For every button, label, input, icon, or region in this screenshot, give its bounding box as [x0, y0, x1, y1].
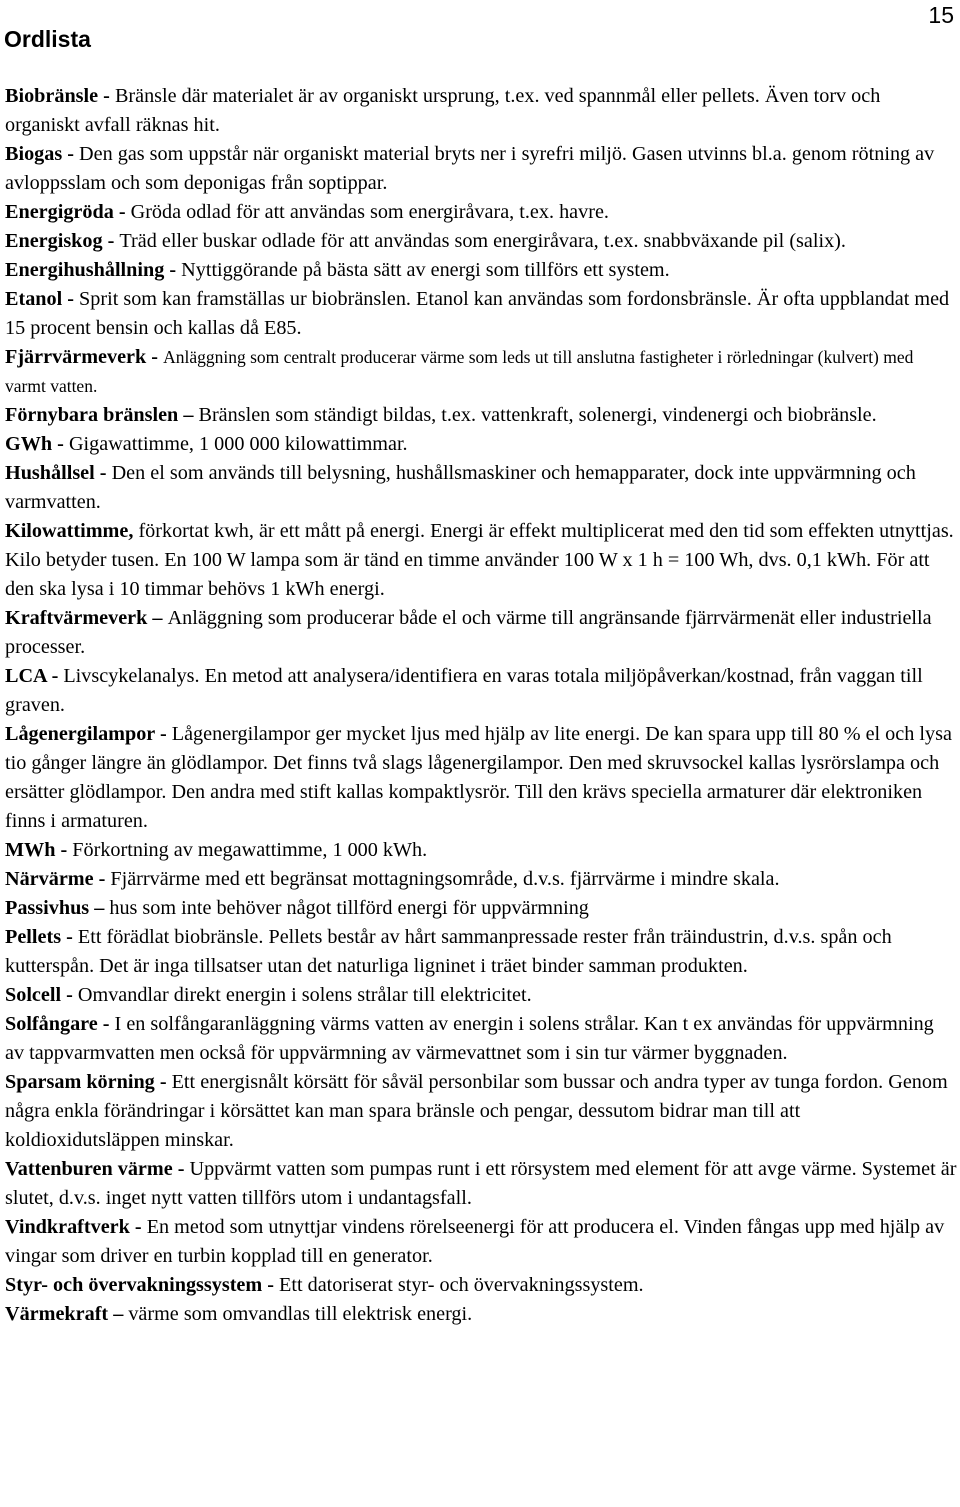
glossary-term: Vattenburen värme: [5, 1158, 173, 1180]
glossary-term: Solfångare: [5, 1013, 98, 1035]
glossary-separator: -: [262, 1274, 280, 1296]
glossary: [5, 82, 957, 1329]
glossary-entry: [5, 662, 957, 720]
glossary-term: Energihushållning: [5, 259, 165, 281]
glossary-entry: [5, 430, 957, 459]
glossary-separator: -: [97, 1013, 115, 1035]
glossary-entry: [5, 836, 957, 865]
glossary-separator: -: [102, 230, 120, 252]
glossary-separator: -: [113, 201, 131, 223]
glossary-separator: -: [55, 839, 73, 861]
glossary-definition: Ett datoriserat styr- och övervakningssystem.: [279, 1274, 644, 1296]
glossary-entry: [5, 1068, 957, 1155]
glossary-term: Passivhus: [5, 897, 90, 919]
glossary-entry: [5, 1300, 957, 1329]
glossary-definition: förkortat kwh, är ett mått på energi. Energi är effekt multiplicerat med den tid som effekten utnyttjas. Kilo betyder tusen. En 100 W lampa som är tänd en timme använder 100 W x 1 h = 100 Wh, dvs. 0,1 kWh. För att den ska lysa i 10 timmar behövs 1 kWh energi.: [5, 520, 954, 600]
glossary-term: Vindkraftverk: [5, 1216, 130, 1238]
glossary-separator: -: [93, 868, 111, 890]
glossary-term: Hushållsel: [5, 462, 95, 484]
glossary-definition: Den el som används till belysning, hushållsmaskiner och hemapparater, dock inte uppvärmning och varmvatten.: [5, 462, 916, 513]
glossary-definition: Bränslen som ständigt bildas, t.ex. vattenkraft, solenergi, vindenergi och biobränsle.: [198, 404, 877, 426]
glossary-term: Förnybara bränslen: [5, 404, 179, 426]
glossary-separator: –: [108, 1303, 129, 1325]
glossary-separator: -: [62, 143, 80, 165]
glossary-separator: -: [94, 462, 112, 484]
glossary-entry: [5, 198, 957, 227]
glossary-definition: Bränsle där materialet är av organiskt ursprung, t.ex. ved spannmål eller pellets. Även torv och organiskt avfall räknas hit.: [5, 85, 881, 136]
glossary-definition: Livscykelanalys. En metod att analysera/identifiera en varas totala miljöpåverkan/kostnad, från vaggan till graven.: [5, 665, 923, 716]
glossary-term: Solcell: [5, 984, 62, 1006]
glossary-definition: Omvandlar direkt energin i solens strålar till elektricitet.: [77, 984, 532, 1006]
glossary-entry: [5, 459, 957, 517]
glossary-entry: [5, 894, 957, 923]
glossary-term: Energigröda: [5, 201, 114, 223]
glossary-term: Kraftvärmeverk: [5, 607, 148, 629]
glossary-separator: -: [164, 259, 182, 281]
glossary-entry: [5, 981, 957, 1010]
glossary-definition: Gigawattimme, 1 000 000 kilowattimmar.: [68, 433, 408, 455]
glossary-separator: -: [62, 288, 80, 310]
glossary-term: LCA: [5, 665, 47, 687]
page-title: Ordlista: [4, 26, 91, 52]
glossary-definition: Träd eller buskar odlade för att användas som energiråvara, t.ex. snabbväxande pil (salix).: [119, 230, 846, 252]
glossary-separator: -: [98, 85, 115, 107]
glossary-definition: Gröda odlad för att användas som energiråvara, t.ex. havre.: [130, 201, 609, 223]
glossary-entry: [5, 1271, 957, 1300]
glossary-entry: [5, 517, 957, 604]
glossary-separator: -: [61, 984, 78, 1006]
glossary-term: Sparsam körning: [5, 1071, 155, 1093]
glossary-term: Kilowattimme: [5, 520, 129, 542]
glossary-entry: [5, 720, 957, 836]
glossary-separator: -: [52, 433, 69, 455]
glossary-definition: värme som omvandlas till elektrisk energi.: [128, 1303, 473, 1325]
glossary-definition: Anläggning som centralt producerar värme som leds ut till anslutna fastigheter i rörledningar (kulvert) med varmt vatten.: [5, 347, 914, 396]
glossary-entry: [5, 401, 957, 430]
glossary-definition: Ett förädlat biobränsle. Pellets består av hårt sammanpressade rester från träindustrin, d.v.s. spån och kutterspån. Det är inga tillsatser utan det naturliga ligninet i träet binder samman produkten.: [5, 926, 892, 977]
glossary-entry: [5, 343, 957, 401]
glossary-term: Fjärrvärmeverk: [5, 346, 147, 368]
glossary-entry: [5, 923, 957, 981]
glossary-entry: [5, 285, 957, 343]
glossary-separator: -: [146, 346, 164, 368]
glossary-definition: En metod som utnyttjar vindens rörelseenergi för att producera el. Vinden fångas upp med hjälp av vingar som driver en turbin kopplad till en generator.: [5, 1216, 945, 1267]
glossary-separator: -: [154, 1071, 172, 1093]
glossary-term: Pellets: [5, 926, 62, 948]
glossary-term: Lågenergilampor: [5, 723, 155, 745]
glossary-entry: [5, 256, 957, 285]
glossary-entry: [5, 1213, 957, 1271]
glossary-definition: Lågenergilampor ger mycket ljus med hjälp av lite energi. De kan spara upp till 80 % el och lysa tio gånger längre än glödlampor. Det finns två slags lågenergilampor. Den med skruvsockel kallas lysrörslampa och ersätter glödlampor. Den andra med stift kallas kompaktlysrör. Till den krävs speciella armaturer där elektroniken finns i armaturen.: [5, 723, 952, 832]
glossary-term: Biobränsle: [5, 85, 99, 107]
glossary-term: Biogas: [5, 143, 63, 165]
glossary-term: GWh: [5, 433, 53, 455]
glossary-separator: –: [89, 897, 110, 919]
glossary-separator: -: [172, 1158, 190, 1180]
glossary-term: Etanol: [5, 288, 63, 310]
glossary-separator: -: [46, 665, 64, 687]
glossary-entry: [5, 1155, 957, 1213]
glossary-term: Värmekraft: [5, 1303, 109, 1325]
glossary-definition: Nyttiggörande på bästa sätt av energi som tillförs ett system.: [181, 259, 670, 281]
glossary-term: Närvärme: [5, 868, 94, 890]
glossary-entry: [5, 865, 957, 894]
glossary-entry: [5, 604, 957, 662]
glossary-separator: ,: [128, 520, 139, 542]
glossary-definition: Uppvärmt vatten som pumpas runt i ett rörsystem med element för att avge värme. Systemet är slutet, d.v.s. inget nytt vatten tillförs utom i undantagsfall.: [5, 1158, 957, 1209]
glossary-definition: hus som inte behöver något tillförd energi för uppvärmning: [109, 897, 589, 919]
glossary-definition: Sprit som kan framställas ur biobränslen. Etanol kan användas som fordonsbränsle. Är ofta uppblandat med 15 procent bensin och kallas då E85.: [5, 288, 950, 339]
glossary-term: Styr- och övervakningssystem: [5, 1274, 263, 1296]
glossary-separator: -: [61, 926, 78, 948]
glossary-separator: –: [147, 607, 168, 629]
glossary-definition: Fjärrvärme med ett begränsat mottagningsområde, d.v.s. fjärrvärme i mindre skala.: [110, 868, 780, 890]
glossary-entry: [5, 227, 957, 256]
glossary-separator: -: [154, 723, 172, 745]
glossary-definition: I en solfångaranläggning värms vatten av energin i solens strålar. Kan t ex användas för uppvärmning av tappvarmvatten men också för uppvärmning av värmevattnet som i sin tur värmer byggnaden.: [5, 1013, 934, 1064]
page-number: 15: [928, 2, 954, 28]
glossary-term: Energiskog: [5, 230, 103, 252]
glossary-term: MWh: [5, 839, 56, 861]
glossary-definition: Anläggning som producerar både el och värme till angränsande fjärrvärmenät eller industriella processer.: [5, 607, 932, 658]
glossary-definition: Den gas som uppstår när organiskt material bryts ner i syrefri miljö. Gasen utvinns bl.a. genom rötning av avloppsslam och som deponigas från soptippar.: [5, 143, 935, 194]
glossary-entry: [5, 82, 957, 140]
glossary-separator: –: [178, 404, 199, 426]
glossary-definition: Förkortning av megawattimme, 1 000 kWh.: [72, 839, 428, 861]
glossary-separator: -: [129, 1216, 147, 1238]
glossary-entry: [5, 1010, 957, 1068]
glossary-definition: Ett energisnålt körsätt för såväl personbilar som bussar och andra typer av tunga fordon. Genom några enkla förändringar i körsättet kan man spara bränsle och pengar, dessutom bidrar man till att koldioxidutsläppen minskar.: [5, 1071, 948, 1151]
glossary-entry: [5, 140, 957, 198]
